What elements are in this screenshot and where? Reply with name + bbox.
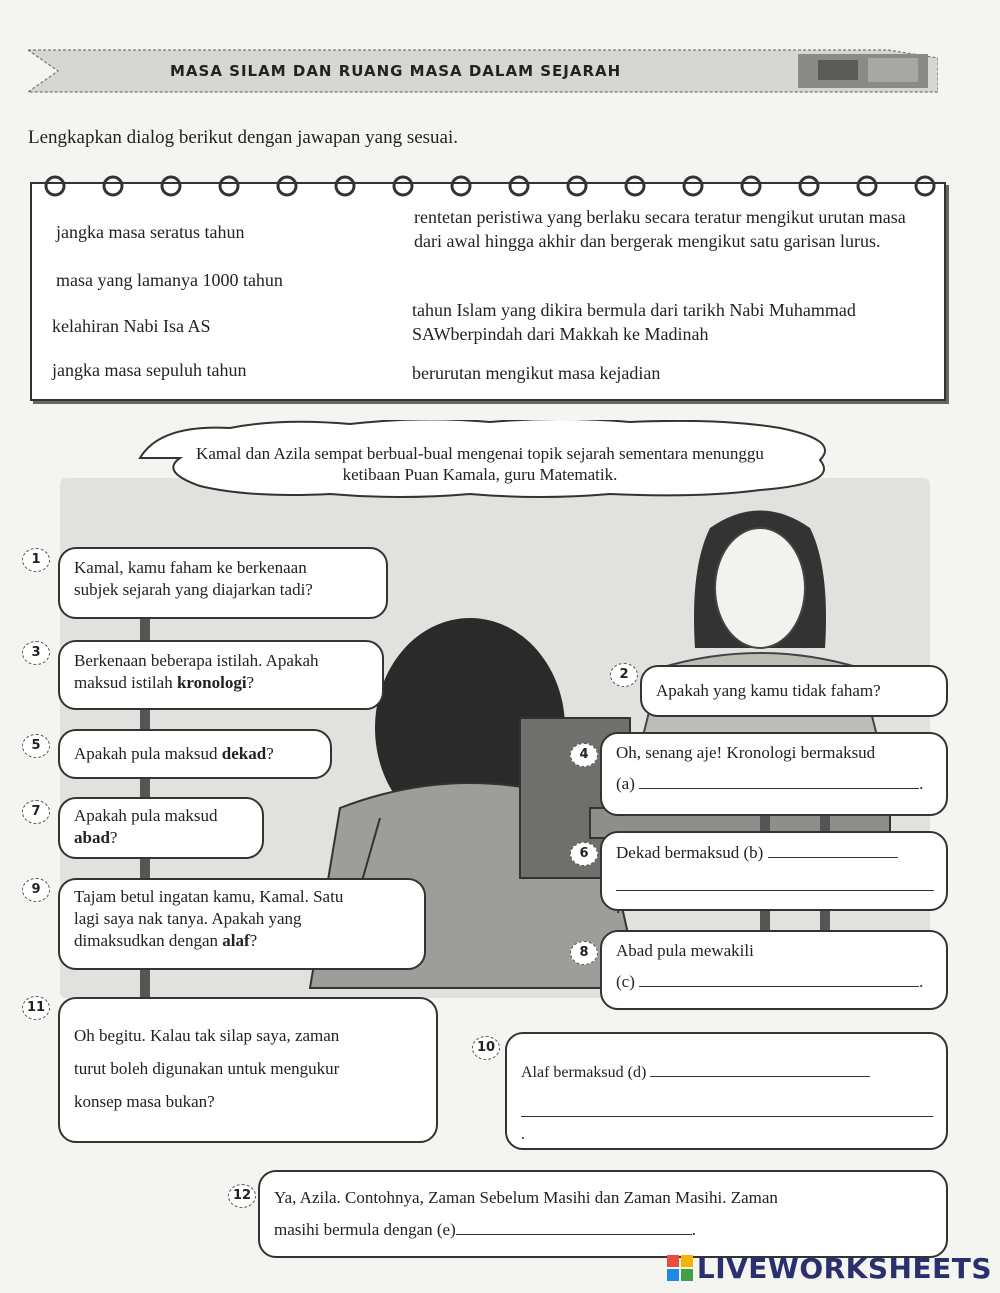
word-bank-term[interactable]: masa yang lamanya 1000 tahun: [56, 270, 283, 290]
word-bank-term[interactable]: kelahiran Nabi Isa AS: [52, 316, 211, 336]
bubble-text: maksud istilah kronologi?: [74, 673, 255, 692]
word-bank-term[interactable]: berurutan mengikut masa kejadian: [412, 363, 661, 383]
speech-bubble-8: [600, 930, 948, 1010]
dialog-number: 5: [22, 734, 50, 758]
dialog-number: 8: [570, 941, 598, 965]
word-bank-term[interactable]: tahun Islam yang dikira bermula dari tarikh Nabi Muhammad SAWberpindah dari Makkah ke Madinah: [412, 300, 856, 344]
logo-text: LIVEWORKSHEETS: [696, 1252, 992, 1285]
speech-bubble-4: [600, 732, 948, 816]
answer-label: (a): [616, 774, 635, 793]
bubble-text: Alaf bermaksud (d): [521, 1064, 647, 1081]
bubble-text: Dekad bermaksud (b): [616, 843, 764, 862]
bubble-text: Apakah yang kamu tidak faham?: [656, 681, 881, 700]
speech-bubble-6: [600, 831, 948, 917]
dialog-number: 4: [570, 743, 598, 767]
dialog-number: 6: [570, 842, 598, 866]
answer-input-b-line2[interactable]: [616, 874, 934, 891]
bubble-text: subjek sejarah yang diajarkan tadi?: [74, 580, 313, 599]
bubble-text: masihi bermula dengan (e): [274, 1220, 456, 1239]
dialog-number: 11: [22, 996, 50, 1020]
speech-bubble-10: [505, 1032, 948, 1150]
period: .: [919, 774, 924, 793]
answer-label: (c): [616, 972, 635, 991]
word-bank-term[interactable]: rentetan peristiwa yang berlaku secara teratur mengikut urutan masa dari awal hingga akhir dan bergerak mengikut satu garisan lurus.: [414, 207, 906, 251]
liveworksheets-icon: [667, 1255, 693, 1281]
period: .: [691, 1220, 696, 1239]
dialog-number: 12: [228, 1184, 256, 1208]
bubble-text: Apakah pula maksud: [74, 806, 218, 825]
period: .: [616, 898, 621, 917]
bubble-text: konsep masa bukan?: [74, 1092, 215, 1111]
notebook-rings: [40, 168, 940, 198]
bubble-text: Tajam betul ingatan kamu, Kamal. Satu: [74, 887, 344, 906]
bubble-text: Berkenaan beberapa istilah. Apakah: [74, 651, 319, 670]
bubble-text: Abad pula mewakili: [616, 941, 754, 960]
speech-bubble-5: Apakah pula maksud dekad?: [58, 729, 332, 779]
liveworksheets-logo: [667, 1252, 992, 1285]
intro-cloud-text: Kamal dan Azila sempat berbual-bual mengenai topik sejarah sementara menunggu ketibaan Puan Kamala, guru Matematik.: [196, 444, 764, 484]
bubble-text: dimaksudkan dengan alaf?: [74, 931, 258, 950]
dialog-number: 2: [610, 663, 638, 687]
bubble-text: Kamal, kamu faham ke berkenaan: [74, 558, 307, 577]
speech-bubble-2: [640, 665, 948, 717]
dialog-number: 3: [22, 641, 50, 665]
dialog-number: 9: [22, 878, 50, 902]
word-bank-term[interactable]: jangka masa seratus tahun: [56, 222, 245, 242]
bubble-text: Oh begitu. Kalau tak silap saya, zaman: [74, 1026, 340, 1045]
instruction-text: Lengkapkan dialog berikut dengan jawapan yang sesuai.: [28, 127, 458, 148]
page-title: MASA SILAM DAN RUANG MASA DALAM SEJARAH: [170, 62, 622, 80]
speech-bubble-12: [258, 1170, 948, 1258]
bubble-text: abad?: [74, 828, 118, 847]
dialog-number: 10: [472, 1036, 500, 1060]
answer-input-d[interactable]: [650, 1060, 870, 1077]
bubble-text: Ya, Azila. Contohnya, Zaman Sebelum Masihi dan Zaman Masihi. Zaman: [274, 1188, 778, 1207]
bubble-text: lagi saya nak tanya. Apakah yang: [74, 909, 302, 928]
bubble-text: turut boleh digunakan untuk mengukur: [74, 1059, 340, 1078]
answer-input-a[interactable]: [639, 772, 919, 789]
speech-bubble-11: [58, 997, 438, 1143]
answer-input-e[interactable]: [456, 1218, 692, 1235]
bubble-text: Oh, senang aje! Kronologi bermaksud: [616, 743, 876, 762]
speech-bubble-3: [58, 640, 384, 710]
dialog-number: 1: [22, 548, 50, 572]
answer-input-c[interactable]: [639, 970, 919, 987]
dialog-number: 7: [22, 800, 50, 824]
period: .: [521, 1126, 525, 1143]
answer-input-b[interactable]: [768, 841, 898, 858]
answer-input-d-line2[interactable]: [521, 1100, 933, 1117]
speech-bubble-9: [58, 878, 426, 970]
word-bank-term[interactable]: jangka masa sepuluh tahun: [52, 360, 247, 380]
period: .: [919, 972, 924, 991]
speech-bubble-7: [58, 797, 264, 859]
speech-bubble-1: [58, 547, 388, 619]
